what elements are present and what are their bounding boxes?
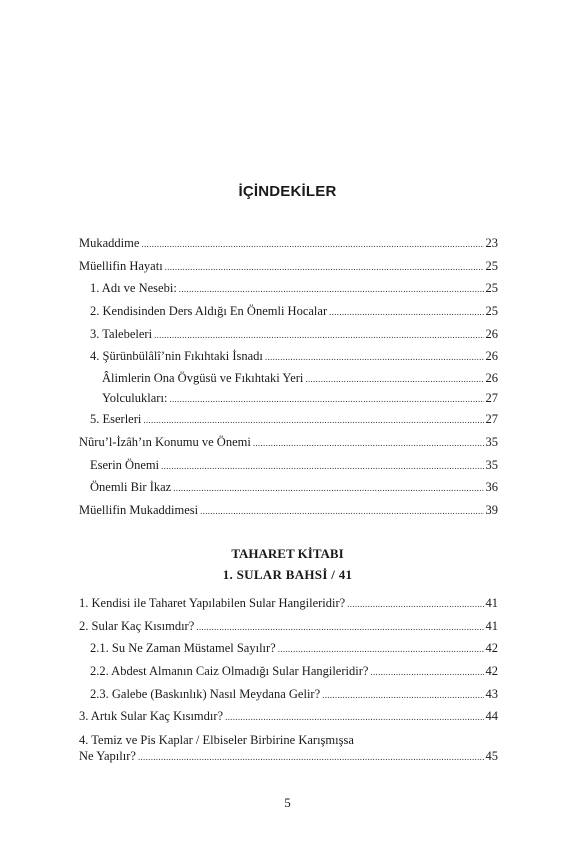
toc-leader-dots xyxy=(161,455,483,478)
toc-entry-page: 39 xyxy=(485,502,498,517)
toc-entry-page: 41 xyxy=(485,618,498,633)
toc-leader-dots xyxy=(253,432,484,455)
toc-list-front-matter xyxy=(79,232,498,522)
toc-entry-title: 1. Adı ve Nesebi: xyxy=(90,281,177,296)
toc-entry-page: 45 xyxy=(485,749,498,764)
toc-entry-title: 4. Şürünbülâlî’nin Fıkıhtaki İsnadı xyxy=(90,349,263,364)
toc-entry-page: 41 xyxy=(485,596,498,610)
toc-leader-dots xyxy=(179,278,484,301)
page-number: 5 xyxy=(284,795,291,810)
toc-leader-dots xyxy=(154,324,483,347)
toc-entry-page: 43 xyxy=(485,686,498,701)
toc-leader-dots xyxy=(138,749,484,765)
toc-entry[interactable] xyxy=(79,300,498,323)
toc-entry-title-line2: Ne Yapılır? xyxy=(79,749,136,764)
toc-entry[interactable] xyxy=(79,615,498,638)
toc-entry-title: Müellifin Mukaddimesi xyxy=(79,502,199,517)
toc-entry[interactable] xyxy=(79,705,498,728)
toc-leader-dots xyxy=(278,638,484,661)
toc-entry[interactable] xyxy=(79,637,498,660)
toc-entry-title: Eserin Önemi xyxy=(90,457,160,472)
toc-leader-dots xyxy=(165,256,484,279)
toc-entry-title: Müellifin Hayatı xyxy=(79,258,163,273)
toc-leader-dots xyxy=(200,500,483,523)
toc-entry-title: 1. Kendisi ile Taharet Yapılabilen Sular Hangileridir? xyxy=(79,596,346,610)
toc-entry[interactable] xyxy=(79,454,498,477)
toc-entry-page: 26 xyxy=(485,371,498,386)
toc-entry-page: 26 xyxy=(485,349,498,364)
toc-entry[interactable] xyxy=(79,255,498,278)
toc-entry-page: 26 xyxy=(485,326,498,341)
page-title: İÇİNDEKİLER xyxy=(238,183,337,200)
toc-entry-title: Mukaddime xyxy=(79,236,140,250)
toc-entry-page: 35 xyxy=(485,434,498,449)
toc-entry-title: 2. Kendisinden Ders Aldığı En Önemli Hocalar xyxy=(90,304,328,319)
toc-entry[interactable] xyxy=(79,277,498,300)
toc-entry[interactable] xyxy=(79,408,498,431)
chapter-title: 1. SULAR BAHSİ / 41 xyxy=(222,567,353,582)
toc-leader-dots xyxy=(173,477,483,500)
toc-entry-page: 42 xyxy=(485,664,498,679)
toc-entry-page: 42 xyxy=(485,641,498,656)
toc-entry[interactable] xyxy=(79,683,498,706)
toc-entry[interactable] xyxy=(79,592,498,615)
toc-entry-page: 25 xyxy=(485,304,498,319)
toc-entry-page: 35 xyxy=(485,457,498,472)
toc-leader-dots xyxy=(141,233,483,256)
toc-leader-dots xyxy=(305,369,483,389)
toc-leader-dots xyxy=(329,301,483,324)
toc-entry-page: 23 xyxy=(485,236,498,250)
toc-entry-page: 25 xyxy=(485,258,498,273)
toc-entry[interactable] xyxy=(79,728,498,765)
toc-entry-title-line1: 4. Temiz ve Pis Kaplar / Elbiseler Birbirine Karışmışsa xyxy=(79,733,354,748)
toc-entry-page: 36 xyxy=(485,480,498,495)
toc-entry[interactable] xyxy=(79,431,498,454)
toc-entry[interactable] xyxy=(79,388,498,408)
toc-entry[interactable] xyxy=(79,476,498,499)
toc-entry-title: 3. Artık Sular Kaç Kısımdır? xyxy=(79,709,224,724)
toc-entry[interactable] xyxy=(79,345,498,368)
toc-entry[interactable] xyxy=(79,660,498,683)
toc-entry-title: 2.2. Abdest Almanın Caiz Olmadığı Sular Hangileridir? xyxy=(90,664,369,679)
toc-entry-page: 25 xyxy=(485,281,498,296)
toc-entry-page: 44 xyxy=(485,709,498,724)
toc-entry[interactable] xyxy=(79,368,498,388)
toc-entry-title: Yolculukları: xyxy=(102,391,168,406)
toc-entry-page: 27 xyxy=(485,391,498,406)
toc-entry-title: 5. Eserleri xyxy=(90,412,142,427)
toc-entry-title: Nûru’l-İzâh’ın Konumu ve Önemi xyxy=(79,434,251,449)
toc-entry-title: Önemli Bir İkaz xyxy=(90,480,172,495)
toc-leader-dots xyxy=(322,684,483,707)
toc-leader-dots xyxy=(143,409,483,432)
toc-entry[interactable] xyxy=(79,499,498,522)
toc-entry-title: 2.1. Su Ne Zaman Müstamel Sayılır? xyxy=(90,641,276,656)
toc-leader-dots xyxy=(265,346,484,369)
toc-entry-title: Âlimlerin Ona Övgüsü ve Fıkıhtaki Yeri xyxy=(102,371,304,386)
toc-entry[interactable] xyxy=(79,323,498,346)
toc-entry-title: 2. Sular Kaç Kısımdır? xyxy=(79,618,195,633)
toc-leader-dots xyxy=(347,593,483,616)
toc-leader-dots xyxy=(196,616,483,639)
toc-leader-dots xyxy=(169,389,483,409)
toc-entry-page: 27 xyxy=(485,412,498,427)
book-title: TAHARET KİTABI xyxy=(231,546,344,561)
toc-leader-dots xyxy=(225,706,483,729)
toc-list-chapter xyxy=(79,592,498,765)
toc-entry-title: 2.3. Galebe (Baskınlık) Nasıl Meydana Gelir? xyxy=(90,686,321,701)
toc-entry-title: 3. Talebeleri xyxy=(90,326,153,341)
toc-entry[interactable] xyxy=(79,232,498,255)
toc-leader-dots xyxy=(370,661,483,684)
